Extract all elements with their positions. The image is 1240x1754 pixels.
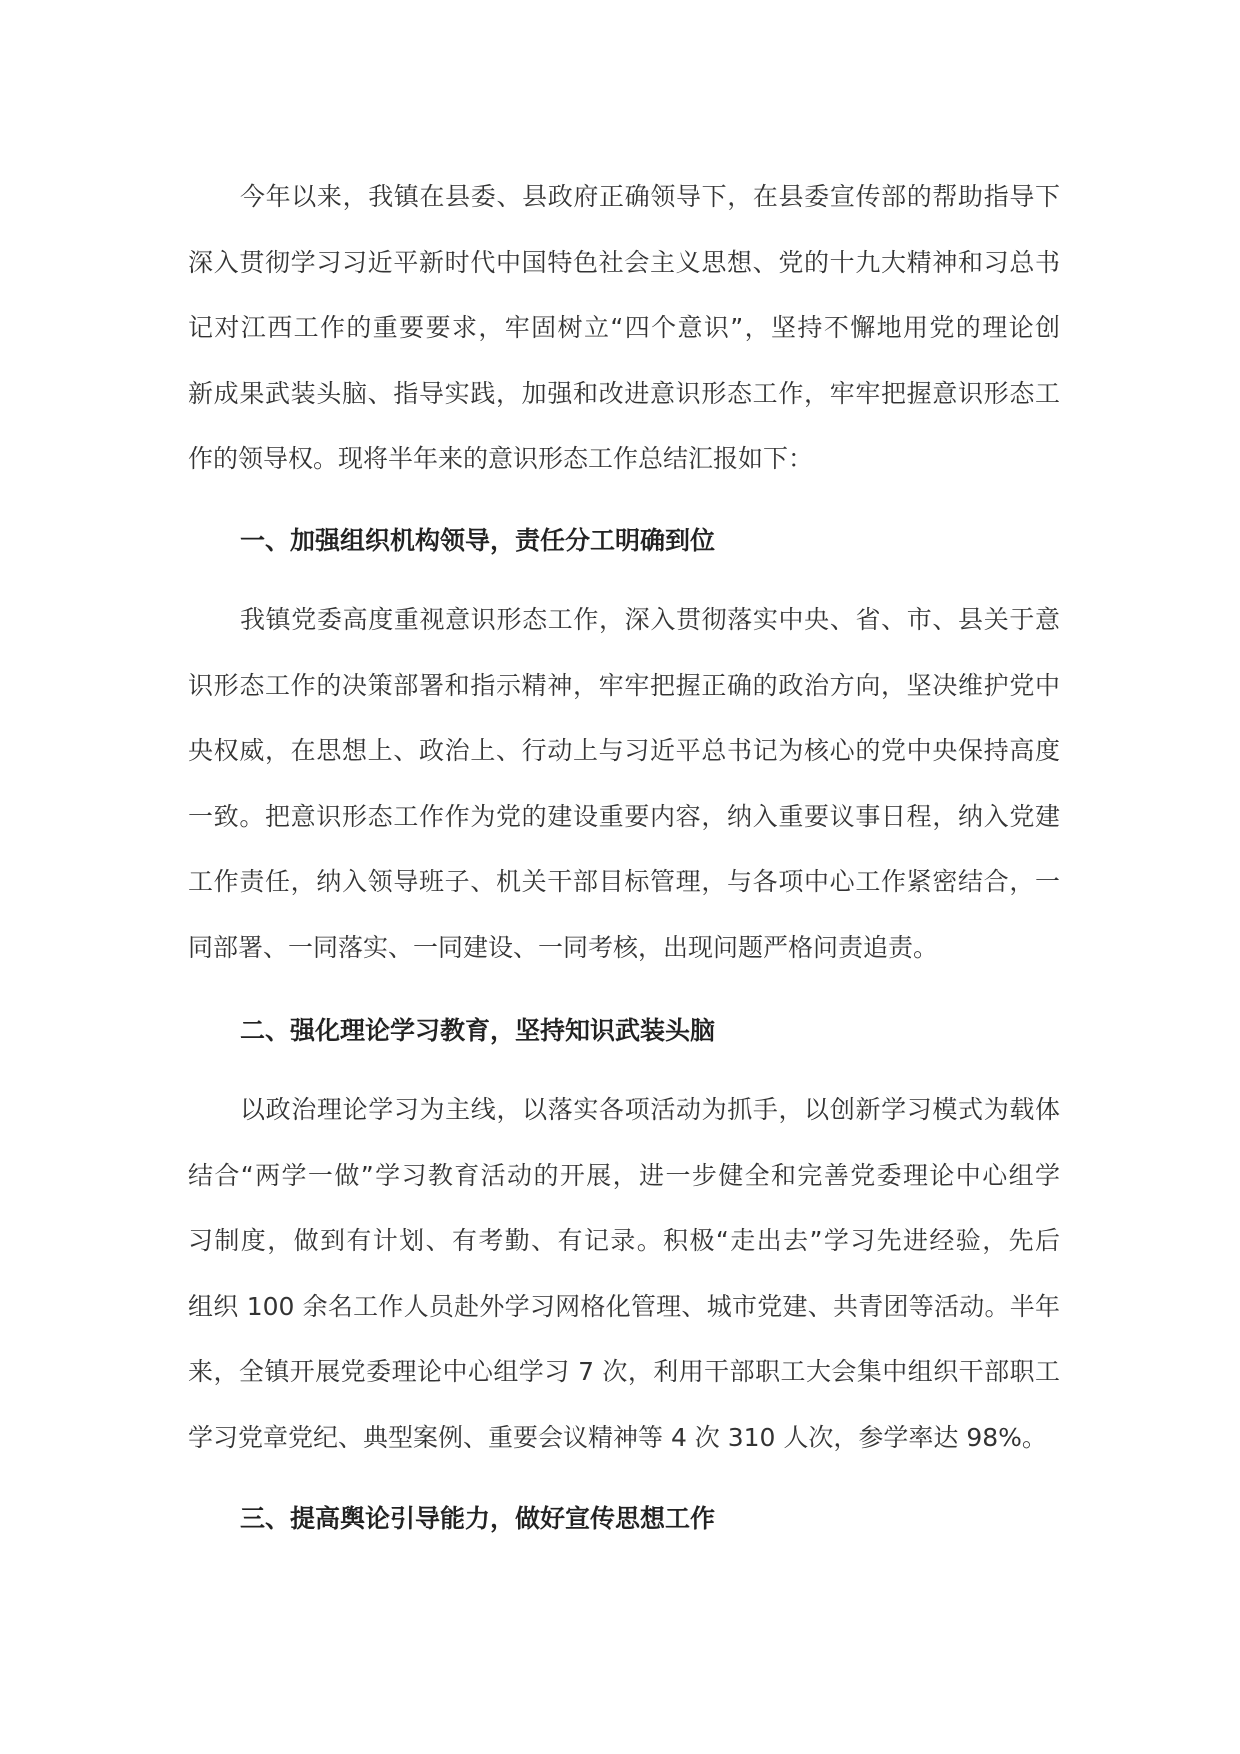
text-line: 作的领导权。现将半年来的意识形态工作总结汇报如下： bbox=[188, 444, 814, 473]
text-line: 央权威，在思想上、政治上、行动上与习近平总书记为核心的党中央保持高度 bbox=[188, 736, 1060, 765]
text-line: 同部署、一同落实、一同建设、一同考核，出现问题严格问责追责。 bbox=[188, 932, 939, 962]
text-line: 记对江西工作的重要要求，牢固树立“四个意识”，坚持不懈地用党的理论创 bbox=[188, 313, 1060, 342]
text-line: 结合“两学一做”学习教育活动的开展，进一步健全和完善党委理论中心组学 bbox=[188, 1160, 1060, 1190]
section-1-paragraph bbox=[188, 600, 1060, 993]
text-line: 组织 100 余名工作人员赴外学习网格化管理、城市党建、共青团等活动。半年 bbox=[188, 1291, 1060, 1321]
intro-paragraph bbox=[188, 177, 1060, 505]
section-heading-1: 一、加强组织机构领导，责任分工明确到位 bbox=[240, 526, 716, 555]
section-heading-2: 二、强化理论学习教育，坚持知识武装头脑 bbox=[240, 1016, 716, 1045]
text-line: 新成果武装头脑、指导实践，加强和改进意识形态工作，牢牢把握意识形态工 bbox=[188, 378, 1060, 408]
section-2-paragraph bbox=[188, 1090, 1060, 1483]
section-heading-3: 三、提高舆论引导能力，做好宣传思想工作 bbox=[240, 1504, 716, 1533]
text-line: 习制度，做到有计划、有考勤、有记录。积极“走出去”学习先进经验，先后 bbox=[188, 1226, 1060, 1255]
text-line: 深入贯彻学习习近平新时代中国特色社会主义思想、党的十九大精神和习总书 bbox=[188, 247, 1060, 277]
text-line: 以政治理论学习为主线，以落实各项活动为抓手，以创新学习模式为载体 bbox=[240, 1095, 1060, 1124]
text-line: 来，全镇开展党委理论中心组学习 7 次，利用干部职工大会集中组织干部职工 bbox=[188, 1357, 1060, 1386]
text-line: 今年以来，我镇在县委、县政府正确领导下，在县委宣传部的帮助指导下 bbox=[240, 182, 1060, 211]
text-line: 识形态工作的决策部署和指示精神，牢牢把握正确的政治方向，坚决维护党中 bbox=[188, 670, 1060, 700]
text-line: 工作责任，纳入领导班子、机关干部目标管理，与各项中心工作紧密结合，一 bbox=[188, 867, 1060, 896]
text-line: 学习党章党纪、典型案例、重要会议精神等 4 次 310 人次，参学率达 98%。 bbox=[188, 1422, 1047, 1452]
text-line: 一致。把意识形态工作作为党的建设重要内容，纳入重要议事日程，纳入党建 bbox=[188, 801, 1060, 831]
text-line: 我镇党委高度重视意识形态工作，深入贯彻落实中央、省、市、县关于意 bbox=[240, 605, 1060, 634]
